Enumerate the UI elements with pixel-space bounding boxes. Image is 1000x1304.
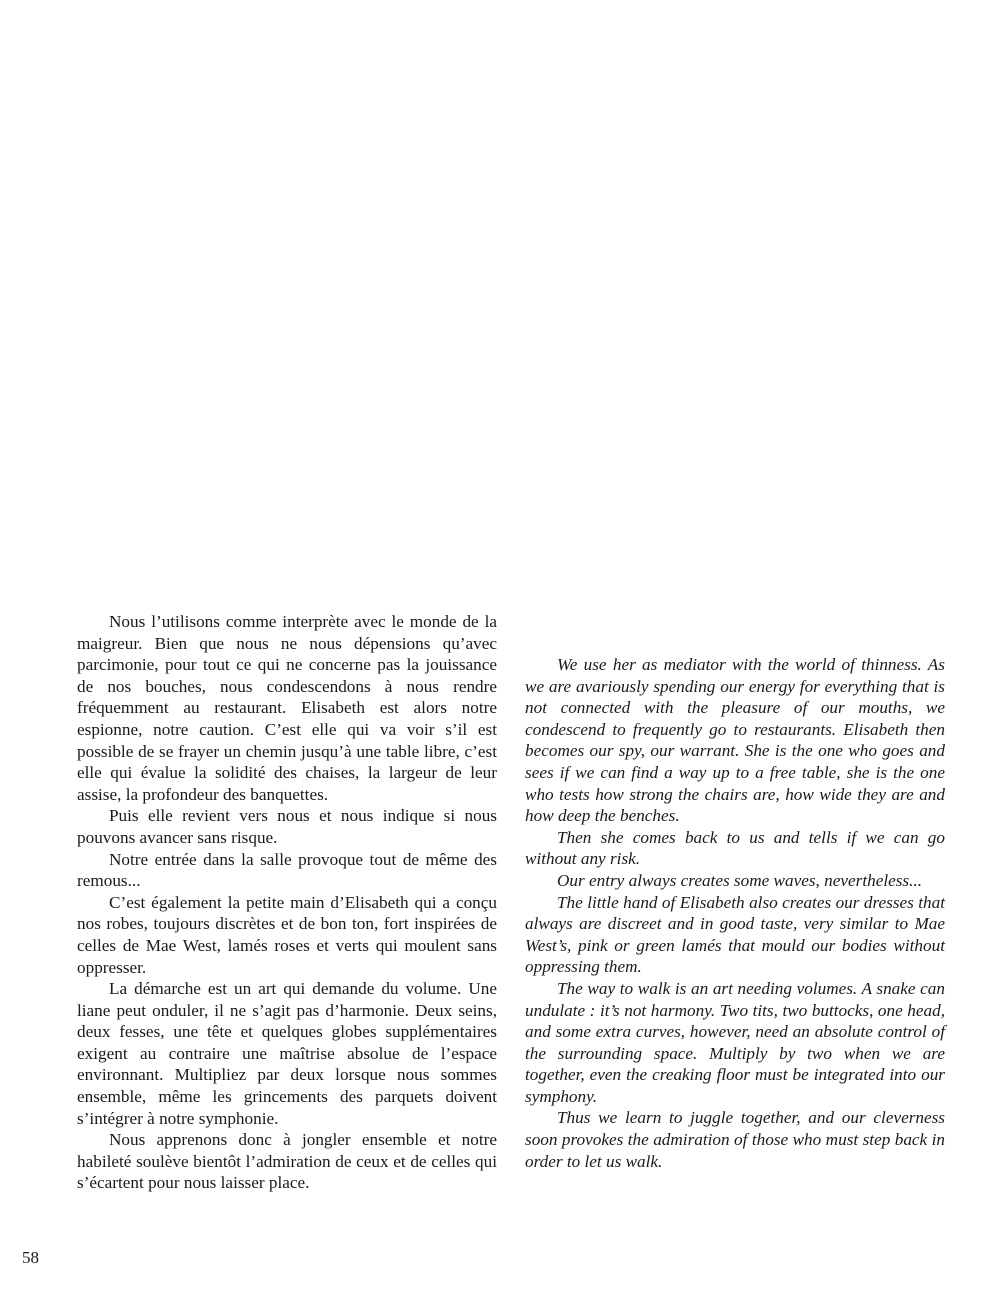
french-paragraph: Nous apprenons donc à jongler ensemble et notre habileté soulève bientôt l’admiration de ceux et de celles qui s’écartent pour nous laisser place. (77, 1130, 497, 1193)
english-text-column (525, 654, 945, 1172)
english-paragraph: Our entry always creates some waves, nevertheless... (557, 870, 922, 890)
english-paragraph: Thus we learn to juggle together, and our cleverness soon provokes the admiration of those who must step back in order to let us walk. (525, 1108, 945, 1171)
page-number: 58 (22, 1248, 39, 1267)
french-paragraph: Puis elle revient vers nous et nous indique si nous pouvons avancer sans risque. (77, 806, 497, 847)
english-paragraph: We use her as mediator with the world of thinness. As we are avariously spending our energy for everything that is not connected with the pleasure of our mouths, we condescend to frequently go to restaurants. Elisabeth then becomes our spy, our warrant. She is the one who goes and sees if we can find a way up to a free table, she is the one who tests how strong the chairs are, how wide they are and how deep the benches. (525, 655, 945, 826)
french-paragraph: C’est également la petite main d’Elisabeth qui a conçu nos robes, toujours discrètes et de bon ton, fort inspirées de celles de Mae West, lamés roses et verts qui moulent sans oppresser. (77, 892, 497, 977)
french-paragraph: Notre entrée dans la salle provoque tout de même des remous... (77, 849, 497, 891)
english-paragraph: The way to walk is an art needing volumes. A snake can undulate : it’s not harmony. Two tits, two buttocks, one head, and some extra curves, however, need an absolute control of the surrounding space. Multiply by two when we are together, even the creaking floor must be integrated into our symphony. (525, 978, 945, 1106)
english-paragraph: Then she comes back to us and tells if we can go without any risk. (525, 827, 945, 869)
french-paragraph: Nous l’utilisons comme interprète avec le monde de la maigreur. Bien que nous ne nous dépensions qu’avec parcimonie, pour tout ce qui ne concerne pas la jouissance de nos bouches, nous condescendons à nous rendre fréquemment au restaurant. Elisabeth est alors notre espionne, notre caution. C’est elle qui va voir s’il est possible de se frayer un chemin jusqu’à une table libre, c’est elle qui évalue la solidité des chaises, la largeur de leur assise, la profondeur des banquettes. (77, 612, 497, 804)
french-paragraph: La démarche est un art qui demande du volume. Une liane peut onduler, il ne s’agit pas d’harmonie. Deux seins, deux fesses, une tête et quelques globes supplémentaires exigent au contraire une maîtrise absolue de l’espace environnant. Multipliez par deux lorsque nous sommes ensemble, même les grincements des parquets doivent s’intégrer à notre symphonie. (77, 979, 497, 1128)
french-text-column (77, 611, 497, 1194)
english-paragraph: The little hand of Elisabeth also creates our dresses that always are discreet and in good taste, very similar to Mae West’s, pink or green lamés that mould our bodies without oppressing them. (525, 892, 945, 977)
